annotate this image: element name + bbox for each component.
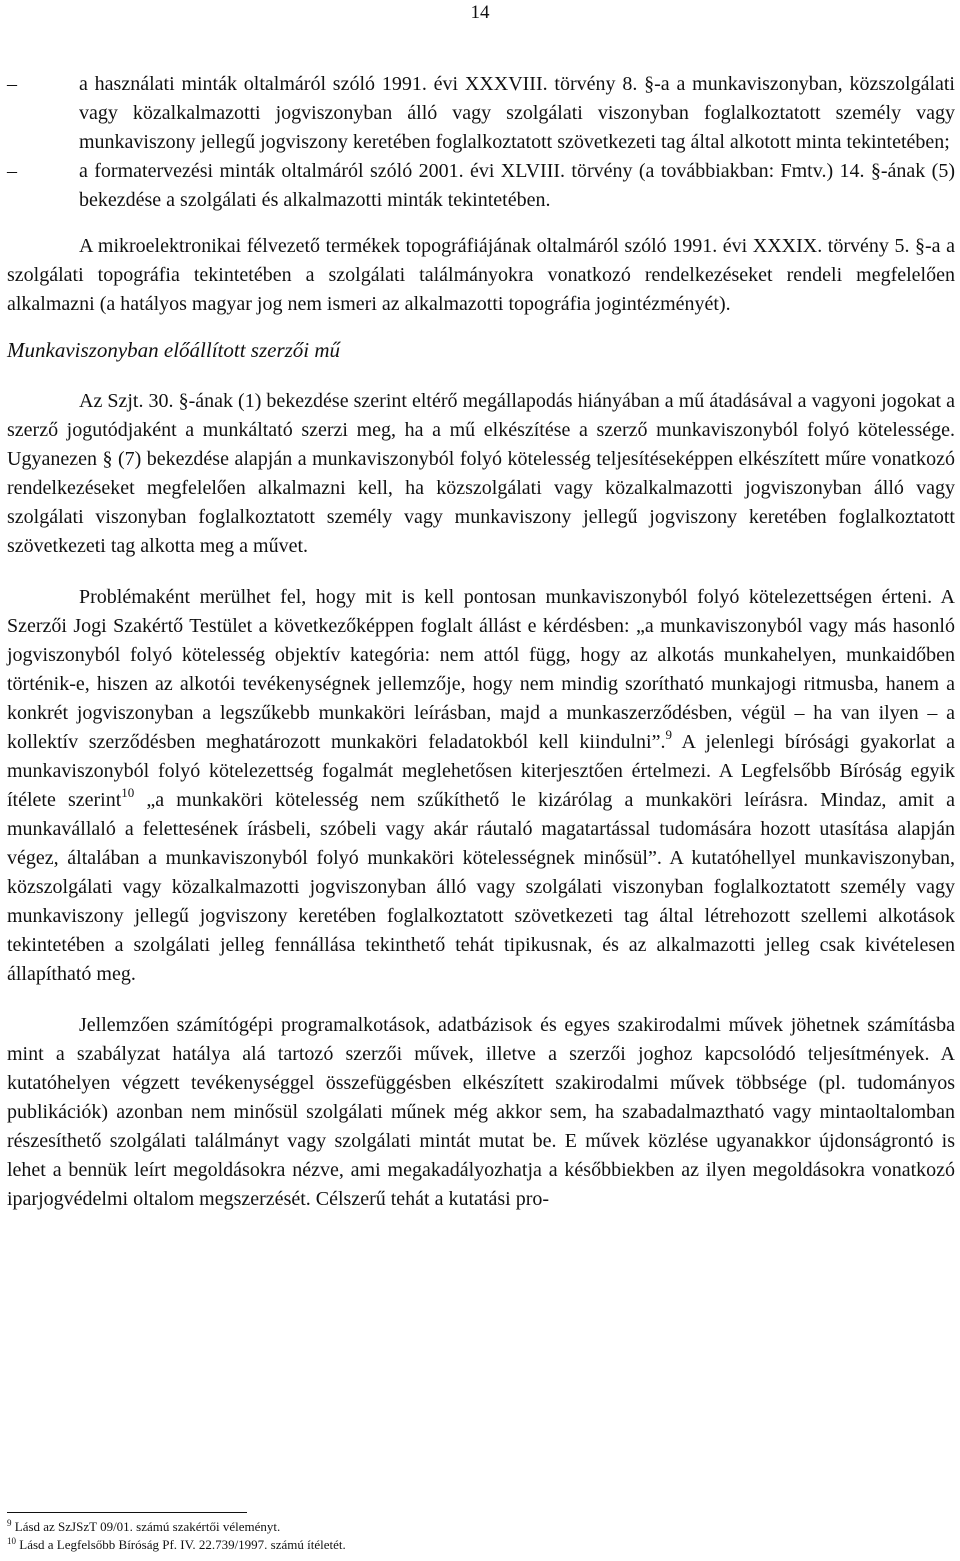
list-item (7, 70, 955, 157)
footnote (7, 1518, 947, 1536)
footnote-divider (7, 1512, 247, 1513)
paragraph-topography: A mikroelektronikai félvezető termékek topográfiájának oltalmáról szóló 1991. évi XXXIX. törvény 5. §-a a szolgálati topográfia tekintetében a szolgálati találmányokra vonatkozó rendelkezéseket rendeli megfelelően alkalmazni (a hatályos magyar jog nem ismeri az alkalmazotti topográfia jogintézményét). (7, 235, 955, 315)
footnotes (7, 1518, 947, 1554)
footnote (7, 1536, 947, 1554)
footnote-number: 10 (7, 1536, 16, 1546)
list-item-text: a használati minták oltalmáról szóló 1991. évi XXXVIII. törvény 8. §-a a munkaviszonyban, közszolgálati vagy közalkalmazotti jogviszonyban álló vagy szolgálati viszonyban foglalkoztatott személy vagy munkaviszony jellegű jogviszony keretében foglalkoztatott szövetkezeti tag által alkotott minta tekintetében; (79, 73, 955, 153)
paragraph-text: Problémaként merülhet fel, hogy mit is kell pontosan munkaviszonyból folyó kötelezettségen érteni. A Szerzői Jogi Szakértő Testület a következőképpen foglalt állást e kérdésben: „a munkaviszonyból vagy más hasonló jogviszonyból folyó kötelesség objektív kategória: nem attól függ, hogy az alkotás munkahelyen, munkaidőben történik-e, hiszen az alkotói tevékenységnek jellemzője, hogy nem mindig szorítható munkajogi ritmusba, hanem a konkrét jogviszonyban a legszűkebb munkaköri leírásban, majd a munkaszerződésben, végül – ha van ilyen – a kollektív szerződésben meghatározott munkaköri feladatokból kell kiindulni”. (7, 586, 955, 753)
footnote-text: Lásd az SzJSzT 09/01. számú szakértői véleményt. (14, 1519, 281, 1534)
footnote-ref[interactable]: 9 (665, 727, 672, 742)
list-dash: – (7, 73, 17, 95)
paragraph-szjt: Az Szjt. 30. §-ának (1) bekezdése szerint eltérő megállapodás hiányában a mű átadásával a vagyoni jogokat a szerző jogutódjaként a munkáltató szerzi meg, ha a mű elkészítése a szerző munkaviszonyból folyó kötelessége. Ugyanezen § (7) bekezdése alapján a munkaviszonyból folyó kötelesség teljesítéseképpen elkészített műre vonatkozó rendelkezéseket megfelelően alkalmazni kell, ha közszolgálati vagy közalkalmazotti jogviszonyban álló vagy szolgálati viszonyban foglalkoztatott személy vagy munkaviszony jellegű jogviszony keretében foglalkoztatott szövetkezeti tag alkotta meg a művet. (7, 390, 955, 557)
footnote-ref[interactable]: 10 (121, 785, 135, 800)
paragraph-computer-works: Jellemzően számítógépi programalkotások, adatbázisok és egyes szakirodalmi művek jöhetnek számításba mint a szabályzat hatálya alá tartozó szerzői művek, illetve a szerzői joghoz kapcsolódó teljesítmények. A kutatóhelyen végzett tevékenységgel összefüggésben elkészített szakirodalmi művek többsége (pl. tudományos publikációk) azonban nem minősül szolgálati műnek még akkor sem, ha szabadalmaztható vagy mintaoltalomban részesíthető szolgálati találmányt vagy szolgálati mintát mutat be. E művek közlése ugyanakkor újdonságrontó is lehet a bennük leírt megoldásokra nézve, ami megakadályozhatja a későbbiekben az ilyen megoldásokra vonatkozó iparjogvédelmi oltalom megszerzését. Célszerű tehát a kutatási pro- (7, 1014, 955, 1210)
page-number: 14 (470, 2, 490, 23)
list-item (7, 157, 955, 215)
footnote-text: Lásd a Legfelsőbb Bíróság Pf. IV. 22.739/1997. számú ítéletét. (19, 1537, 346, 1552)
paragraph-problem (7, 583, 955, 989)
list-dash: – (7, 160, 17, 182)
paragraph-text: „a munkaköri kötelesség nem szűkíthető le kizárólag a munkaköri leírásra. Mindaz, amit a munkavállaló a felettesének írásbeli, szóbeli vagy akár ráutaló magatartással tudomására hozott utasítása alapján végez, általában a munkaviszonyból folyó munkaköri kötelességnek minősül”. A kutatóhellyel munkaviszonyban, közszolgálati vagy közalkalmazotti jogviszonyban álló vagy szolgálati viszonyban foglalkoztatott személy vagy munkaviszony jellegű jogviszony keretében foglalkoztatott szövetkezeti tag által létrehozott szellemi alkotások tekintetében a szolgálati jelleg fennállása tekinthető tehát tipikusnak, és az alkalmazotti jelleg csak kivételesen állapítható meg. (7, 789, 955, 985)
paragraph-text: A jelenlegi bírósági gyakorlat a munkaviszonyból folyó kötelezettség fogalmát meglehetősen kiterjesztően értelmezi. A Legfelsőbb Bíróság egyik ítélete szerint (7, 731, 955, 811)
footnote-number: 9 (7, 1518, 12, 1528)
page-body (7, 70, 955, 1214)
section-heading: Munkaviszonyban előállított szerzői mű (7, 338, 341, 362)
list-item-text: a formatervezési minták oltalmáról szóló 2001. évi XLVIII. törvény (a továbbiakban: Fmtv.) 14. §-ának (5) bekezdése a szolgálati és alkalmazotti minták tekintetében. (79, 160, 955, 211)
